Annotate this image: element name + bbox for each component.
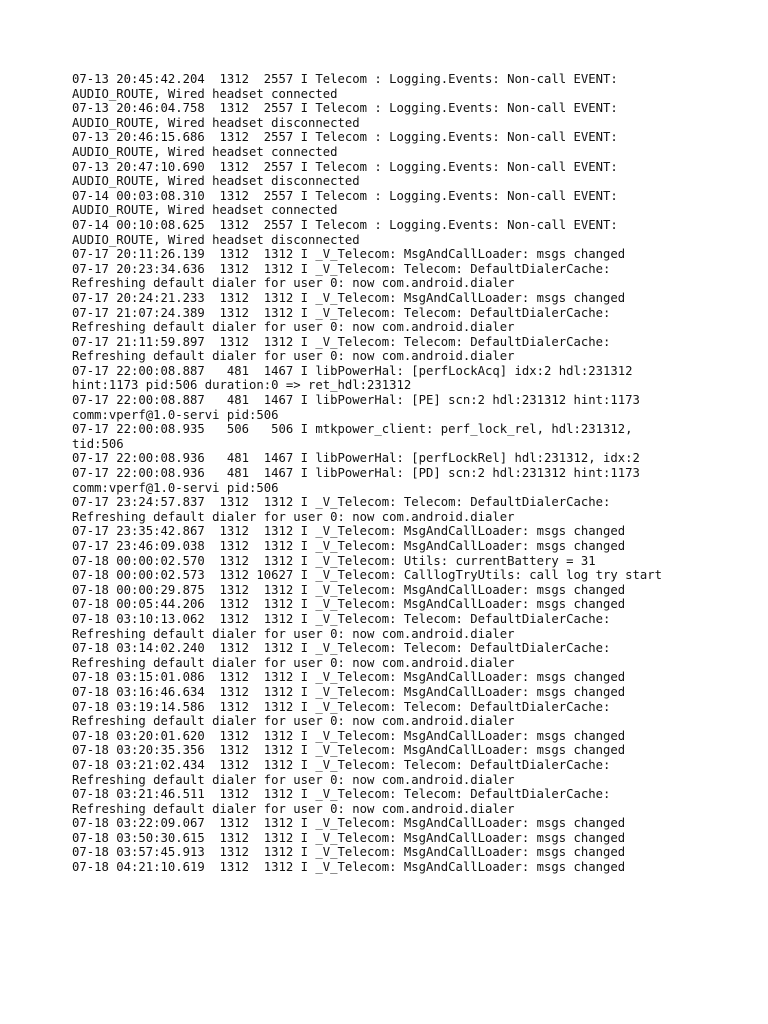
log-line: 07-18 03:22:09.067 1312 1312 I _V_Telecom: MsgAndCallLoader: msgs changed (72, 816, 626, 831)
log-line: AUDIO_ROUTE, Wired headset connected (72, 203, 338, 218)
log-line: 07-18 03:21:02.434 1312 1312 I _V_Telecom: Telecom: DefaultDialerCache: (72, 757, 611, 772)
log-line: 07-17 22:00:08.935 506 506 I mtkpower_client: perf_lock_rel, hdl:231312, (72, 422, 633, 437)
log-line: 07-13 20:46:04.758 1312 2557 I Telecom : Logging.Events: Non-call EVENT: (72, 101, 618, 116)
log-line: 07-18 03:57:45.913 1312 1312 I _V_Telecom: MsgAndCallLoader: msgs changed (72, 845, 626, 860)
log-line: 07-17 22:00:08.936 481 1467 I libPowerHal: [perfLockRel] hdl:231312, idx:2 (72, 451, 640, 466)
log-line: Refreshing default dialer for user 0: now com.android.dialer (72, 655, 515, 670)
log-line: 07-18 03:16:46.634 1312 1312 I _V_Telecom: MsgAndCallLoader: msgs changed (72, 684, 626, 699)
log-line: 07-17 22:00:08.887 481 1467 I libPowerHal: [perfLockAcq] idx:2 hdl:231312 (72, 363, 633, 378)
log-line: 07-14 00:03:08.310 1312 2557 I Telecom : Logging.Events: Non-call EVENT: (72, 188, 618, 203)
log-line: AUDIO_ROUTE, Wired headset disconnected (72, 174, 360, 189)
log-line: 07-18 04:21:10.619 1312 1312 I _V_Telecom: MsgAndCallLoader: msgs changed (72, 860, 626, 875)
log-line: AUDIO_ROUTE, Wired headset connected (72, 144, 338, 159)
log-line: 07-17 22:00:08.887 481 1467 I libPowerHal: [PE] scn:2 hdl:231312 hint:1173 (72, 393, 640, 408)
log-text-body (72, 72, 692, 875)
log-line: 07-18 00:00:29.875 1312 1312 I _V_Telecom: MsgAndCallLoader: msgs changed (72, 582, 626, 597)
log-line: 07-18 03:19:14.586 1312 1312 I _V_Telecom: Telecom: DefaultDialerCache: (72, 699, 611, 714)
log-line: AUDIO_ROUTE, Wired headset disconnected (72, 115, 360, 130)
log-line: 07-18 00:05:44.206 1312 1312 I _V_Telecom: MsgAndCallLoader: msgs changed (72, 597, 626, 612)
log-line: 07-18 03:14:02.240 1312 1312 I _V_Telecom: Telecom: DefaultDialerCache: (72, 641, 611, 656)
log-line: 07-13 20:47:10.690 1312 2557 I Telecom : Logging.Events: Non-call EVENT: (72, 159, 618, 174)
log-line: 07-18 03:50:30.615 1312 1312 I _V_Telecom: MsgAndCallLoader: msgs changed (72, 830, 626, 845)
log-line: 07-18 03:21:46.511 1312 1312 I _V_Telecom: Telecom: DefaultDialerCache: (72, 787, 611, 802)
log-line: Refreshing default dialer for user 0: now com.android.dialer (72, 801, 515, 816)
log-line: 07-18 00:00:02.570 1312 1312 I _V_Telecom: Utils: currentBattery = 31 (72, 553, 596, 568)
log-line: 07-18 03:15:01.086 1312 1312 I _V_Telecom: MsgAndCallLoader: msgs changed (72, 670, 626, 685)
log-line: tid:506 (72, 436, 124, 451)
log-line: 07-17 20:24:21.233 1312 1312 I _V_Telecom: MsgAndCallLoader: msgs changed (72, 290, 626, 305)
log-line: Refreshing default dialer for user 0: now com.android.dialer (72, 320, 515, 335)
log-line: 07-18 03:20:35.356 1312 1312 I _V_Telecom: MsgAndCallLoader: msgs changed (72, 743, 626, 758)
log-line: 07-17 22:00:08.936 481 1467 I libPowerHal: [PD] scn:2 hdl:231312 hint:1173 (72, 466, 640, 481)
log-line: Refreshing default dialer for user 0: now com.android.dialer (72, 626, 515, 641)
log-line: 07-17 23:35:42.867 1312 1312 I _V_Telecom: MsgAndCallLoader: msgs changed (72, 524, 626, 539)
log-line: 07-17 23:24:57.837 1312 1312 I _V_Telecom: Telecom: DefaultDialerCache: (72, 495, 611, 510)
log-line: 07-18 03:10:13.062 1312 1312 I _V_Telecom: Telecom: DefaultDialerCache: (72, 611, 611, 626)
log-line: Refreshing default dialer for user 0: now com.android.dialer (72, 349, 515, 364)
log-line: hint:1173 pid:506 duration:0 => ret_hdl:231312 (72, 378, 412, 393)
log-line: Refreshing default dialer for user 0: now com.android.dialer (72, 772, 515, 787)
log-line: 07-13 20:46:15.686 1312 2557 I Telecom : Logging.Events: Non-call EVENT: (72, 130, 618, 145)
log-line: 07-17 20:23:34.636 1312 1312 I _V_Telecom: Telecom: DefaultDialerCache: (72, 261, 611, 276)
log-line: 07-17 21:11:59.897 1312 1312 I _V_Telecom: Telecom: DefaultDialerCache: (72, 334, 611, 349)
log-line: Refreshing default dialer for user 0: now com.android.dialer (72, 714, 515, 729)
log-line: Refreshing default dialer for user 0: now com.android.dialer (72, 509, 515, 524)
log-line: AUDIO_ROUTE, Wired headset disconnected (72, 232, 360, 247)
log-line: 07-17 21:07:24.389 1312 1312 I _V_Telecom: Telecom: DefaultDialerCache: (72, 305, 611, 320)
log-line: comm:vperf@1.0-servi pid:506 (72, 480, 279, 495)
log-line: Refreshing default dialer for user 0: now com.android.dialer (72, 276, 515, 291)
log-line: 07-17 20:11:26.139 1312 1312 I _V_Telecom: MsgAndCallLoader: msgs changed (72, 247, 626, 262)
log-line: 07-18 00:00:02.573 1312 10627 I _V_Telecom: CalllogTryUtils: call log try start (72, 568, 663, 583)
log-line: 07-14 00:10:08.625 1312 2557 I Telecom : Logging.Events: Non-call EVENT: (72, 217, 618, 232)
log-line: AUDIO_ROUTE, Wired headset connected (72, 86, 338, 101)
log-line: 07-17 23:46:09.038 1312 1312 I _V_Telecom: MsgAndCallLoader: msgs changed (72, 539, 626, 553)
log-line: 07-13 20:45:42.204 1312 2557 I Telecom : Logging.Events: Non-call EVENT: (72, 72, 618, 86)
log-line: 07-18 03:20:01.620 1312 1312 I _V_Telecom: MsgAndCallLoader: msgs changed (72, 728, 626, 743)
log-line: comm:vperf@1.0-servi pid:506 (72, 407, 279, 422)
